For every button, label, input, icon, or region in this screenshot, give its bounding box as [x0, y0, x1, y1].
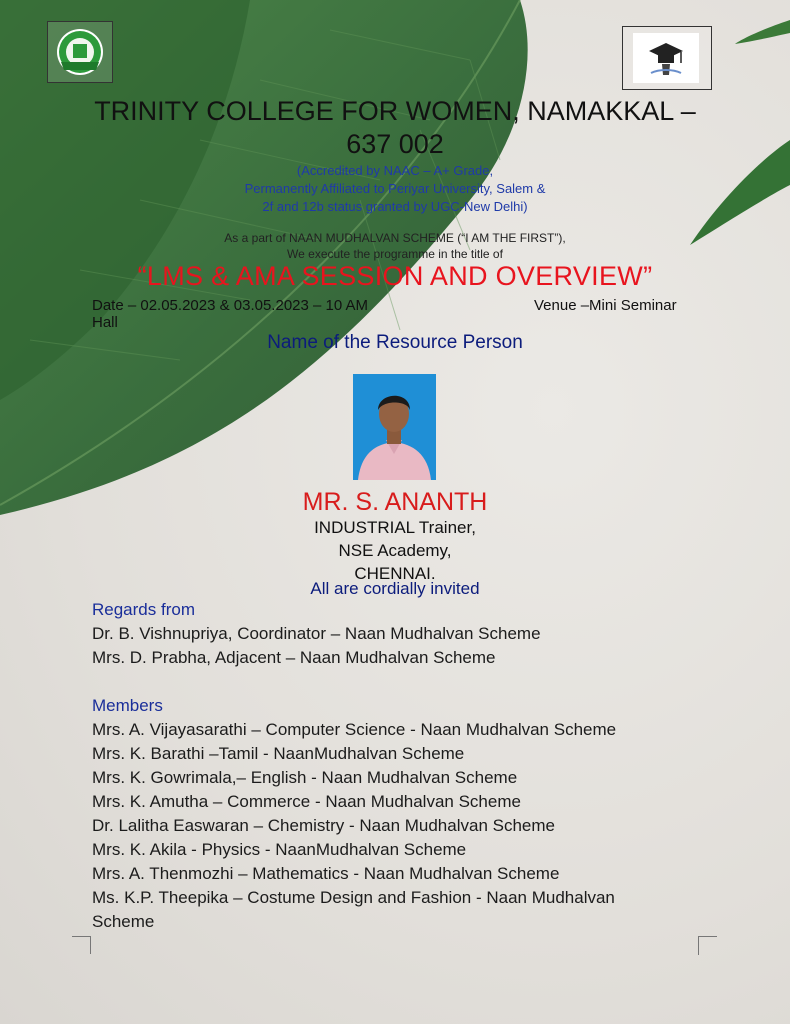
invitation-text: All are cordially invited — [310, 579, 480, 598]
resource-person-photo — [353, 374, 436, 480]
event-venue-continued: Hall — [92, 314, 118, 331]
event-title: “LMS & AMA SESSION AND OVERVIEW” — [137, 261, 653, 291]
crop-mark — [698, 936, 717, 955]
members-heading: Members — [92, 696, 163, 715]
list-item: Mrs. K. Amutha – Commerce - Naan Mudhalvan Scheme — [92, 792, 521, 811]
graduation-cap-logo — [622, 26, 712, 90]
college-logo — [47, 21, 113, 83]
scheme-intro: As a part of NAAN MUDHALVAN SCHEME (“I AM THE FIRST”), We execute the programme in the title of — [224, 231, 566, 261]
list-item: Dr. Lalitha Easwaran – Chemistry - Naan Mudhalvan Scheme — [92, 816, 555, 835]
crop-mark — [72, 936, 90, 955]
resource-person-details: INDUSTRIAL Trainer, NSE Academy, CHENNAI. — [314, 518, 476, 583]
regards-list — [92, 622, 541, 670]
list-item: Mrs. D. Prabha, Adjacent – Naan Mudhalvan Scheme — [92, 648, 496, 667]
crop-mark — [90, 936, 109, 954]
resource-person-name: MR. S. ANANTH — [302, 488, 488, 516]
members-list — [92, 718, 616, 934]
event-venue: Venue –Mini Seminar — [534, 297, 677, 314]
list-item: Mrs. K. Barathi –Tamil - NaanMudhalvan Scheme — [92, 744, 465, 763]
list-item: Ms. K.P. Theepika – Costume Design and Fashion - Naan Mudhalvan — [92, 888, 615, 907]
list-item: Mrs. A. Vijayasarathi – Computer Science - Naan Mudhalvan Scheme — [92, 720, 617, 739]
regards-heading: Regards from — [92, 600, 195, 619]
event-date: Date – 02.05.2023 & 03.05.2023 – 10 AM — [92, 297, 369, 314]
list-item: Scheme — [92, 912, 155, 931]
accreditation-text: (Accredited by NAAC – A+ Grade, Permanently Affiliated to Periyar University, Salem & 2f and 12b status granted by UGC-New Delhi) — [244, 163, 546, 214]
list-item: Dr. B. Vishnupriya, Coordinator – Naan Mudhalvan Scheme — [92, 624, 541, 643]
list-item: Mrs. A. Thenmozhi – Mathematics - Naan Mudhalvan Scheme — [92, 864, 560, 883]
resource-person-heading: Name of the Resource Person — [267, 332, 523, 353]
list-item: Mrs. K. Gowrimala,– English - Naan Mudhalvan Scheme — [92, 768, 518, 787]
college-name: TRINITY COLLEGE FOR WOMEN, NAMAKKAL – 637 002 — [94, 96, 696, 159]
list-item: Mrs. K. Akila - Physics - NaanMudhalvan Scheme — [92, 840, 467, 859]
